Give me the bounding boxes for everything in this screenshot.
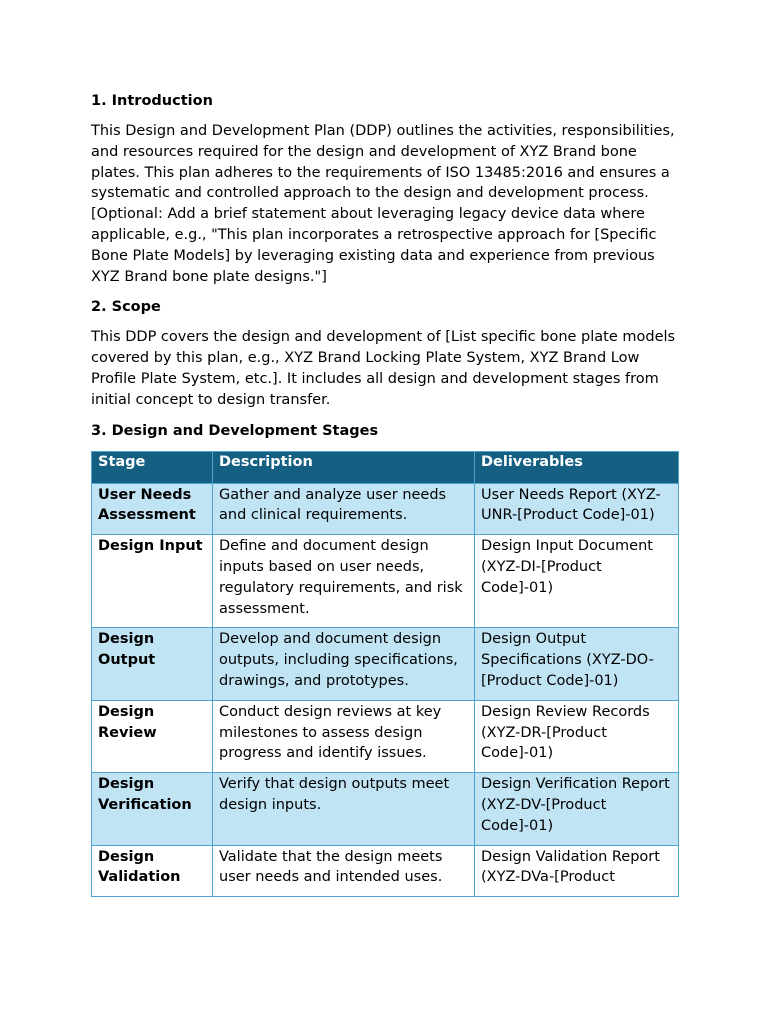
description-cell: Verify that design outputs meet design inputs. bbox=[213, 773, 475, 845]
description-cell: Define and document design inputs based on user needs, regulatory requirements, and risk assessment. bbox=[213, 535, 475, 628]
column-header-description: Description bbox=[213, 451, 475, 483]
stage-cell: Design Verification bbox=[92, 773, 213, 845]
deliverables-cell: User Needs Report (XYZ-UNR-[Product Code]-01) bbox=[475, 483, 679, 535]
table-row bbox=[92, 483, 679, 535]
stage-cell: Design Output bbox=[92, 628, 213, 700]
stage-cell: Design Review bbox=[92, 700, 213, 772]
scope-paragraph: This DDP covers the design and development of [List specific bone plate models covered by this plan, e.g., XYZ Brand Locking Plate System, XYZ Brand Low Profile Plate System, etc.]. It includes all design and development stages from initial concept to design transfer. bbox=[91, 329, 676, 408]
table-header-row bbox=[92, 451, 679, 483]
deliverables-cell: Design Verification Report (XYZ-DV-[Product Code]-01) bbox=[475, 773, 679, 845]
deliverables-cell: Design Output Specifications (XYZ-DO-[Product Code]-01) bbox=[475, 628, 679, 700]
table-row bbox=[92, 845, 679, 897]
introduction-heading: 1. Introduction bbox=[91, 93, 213, 109]
scope-heading: 2. Scope bbox=[91, 299, 161, 316]
table-row bbox=[92, 773, 679, 845]
introduction-paragraph: This Design and Development Plan (DDP) outlines the activities, responsibilities, and resources required for the design and development of XYZ Brand bone plates. This plan adheres to the requirements of ISO 13485:2016 and ensures a systematic and controlled approach to the design and development process. [Optional: Add a brief statement about leveraging legacy device data where applicable, e.g., "This plan incorporates a retrospective approach for [Specific Bone Plate Models] by leveraging existing data and experience from previous XYZ Brand bone plate designs."] bbox=[91, 123, 675, 285]
stages-table bbox=[91, 451, 679, 898]
column-header-stage: Stage bbox=[92, 451, 213, 483]
description-cell: Develop and document design outputs, including specifications, drawings, and prototypes. bbox=[213, 628, 475, 700]
column-header-deliverables: Deliverables bbox=[475, 451, 679, 483]
table-row bbox=[92, 628, 679, 700]
description-cell: Conduct design reviews at key milestones to assess design progress and identify issues. bbox=[213, 700, 475, 772]
description-cell: Gather and analyze user needs and clinical requirements. bbox=[213, 483, 475, 535]
deliverables-cell: Design Validation Report (XYZ-DVa-[Product bbox=[475, 845, 679, 897]
table-row bbox=[92, 700, 679, 772]
description-cell: Validate that the design meets user needs and intended uses. bbox=[213, 845, 475, 897]
deliverables-cell: Design Input Document (XYZ-DI-[Product Code]-01) bbox=[475, 535, 679, 628]
table-row bbox=[92, 535, 679, 628]
stage-cell: Design Validation bbox=[92, 845, 213, 897]
deliverables-cell: Design Review Records (XYZ-DR-[Product Code]-01) bbox=[475, 700, 679, 772]
document-page bbox=[91, 90, 678, 897]
stages-heading: 3. Design and Development Stages bbox=[91, 422, 379, 439]
stage-cell: Design Input bbox=[92, 535, 213, 628]
stage-cell: User Needs Assessment bbox=[92, 483, 213, 535]
